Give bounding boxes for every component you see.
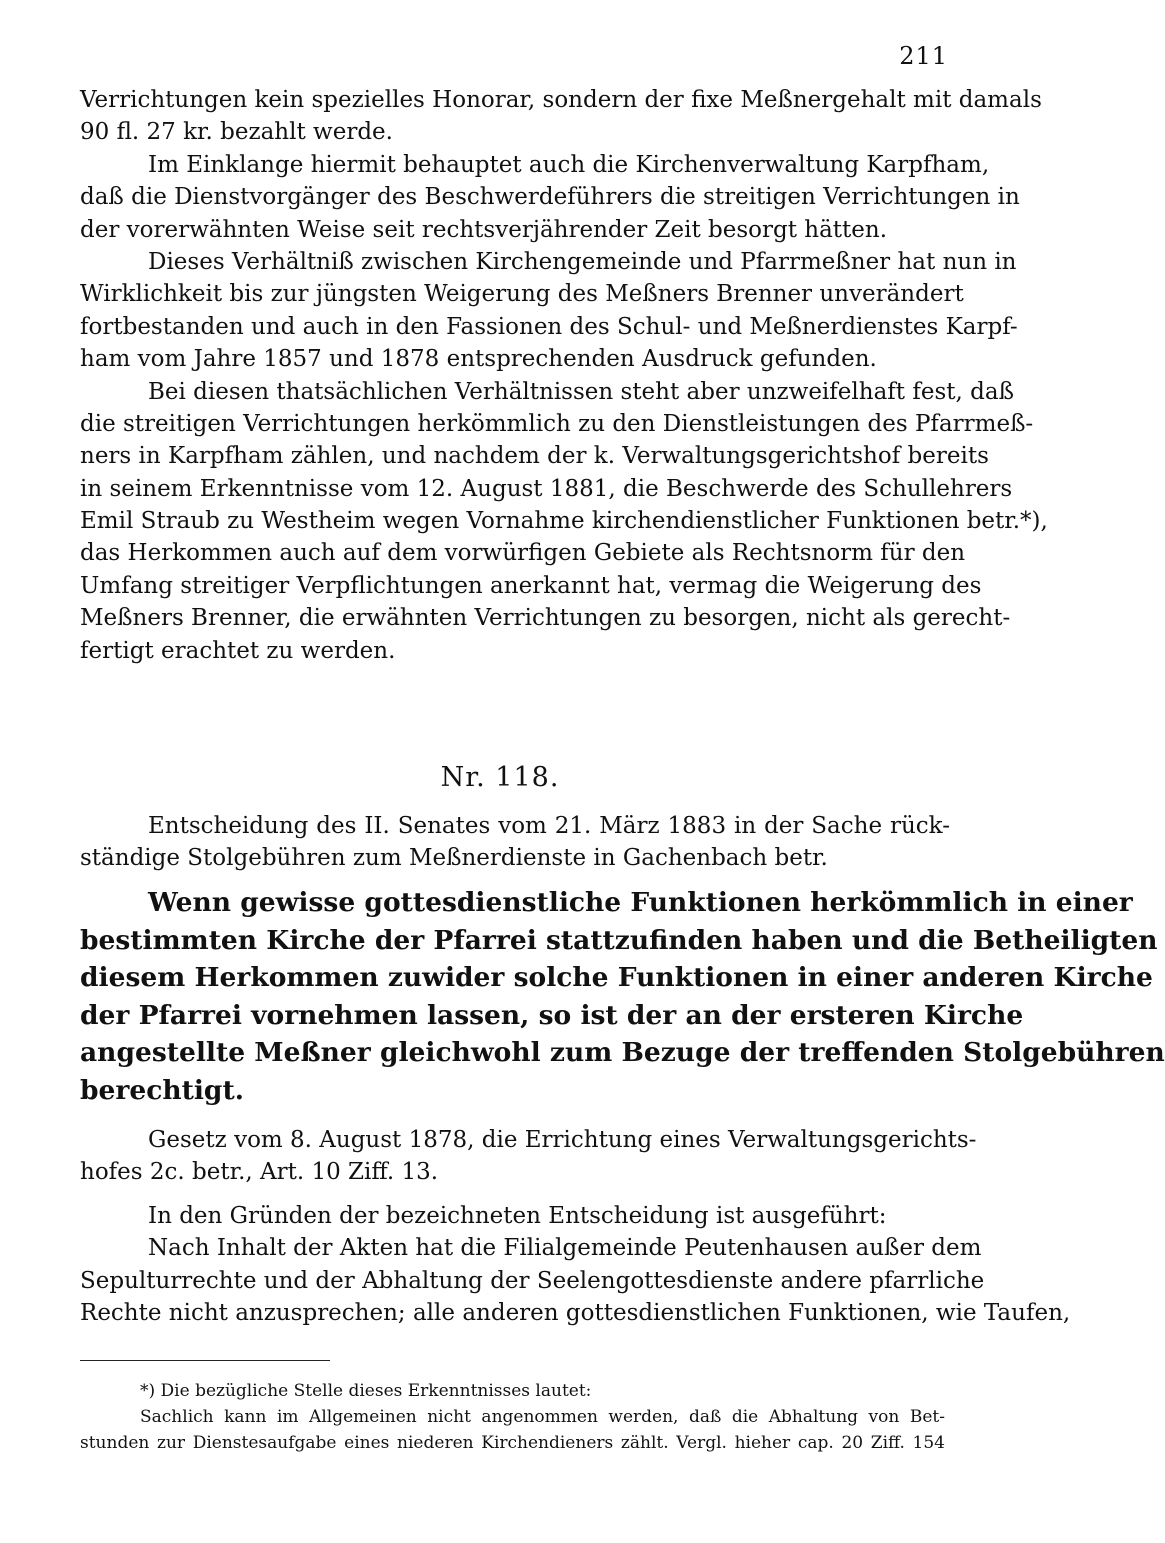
text-line: daß die Dienstvorgänger des Beschwerdeführers die streitigen Verrichtungen in <box>80 184 1020 211</box>
text-line: in seinem Erkenntnisse vom 12. August 1881, die Beschwerde des Schullehrers <box>80 475 1013 502</box>
text-line: diesem Herkommen zuwider solche Funktionen in einer anderen Kirche <box>80 962 1153 994</box>
text-line: ners in Karpfham zählen, und nachdem der k. Verwaltungsgerichtshof bereits <box>80 443 989 470</box>
footnote-line: Sachlich kann im Allgemeinen nicht angenommen werden, daß die Abhaltung von Bet- <box>140 1407 945 1427</box>
footnote <box>80 1378 945 1456</box>
text-line: angestellte Meßner gleichwohl zum Bezuge der treffenden Stolgebühren <box>80 1037 1165 1069</box>
headnote <box>80 884 1165 1110</box>
text-line: Rechte nicht anzusprechen; alle anderen gottesdienstlichen Funktionen, wie Taufen, <box>80 1300 1071 1327</box>
text-line: Verrichtungen kein spezielles Honorar, sondern der fixe Meßnergehalt mit damals <box>80 87 1042 113</box>
text-line: Meßners Brenner, die erwähnten Verrichtungen zu besorgen, nicht als gerecht- <box>80 605 1011 632</box>
text-line: bestimmten Kirche der Pfarrei stattzufinden haben und die Betheiligten <box>80 924 1158 956</box>
text-line: Gesetz vom 8. August 1878, die Errichtung eines Verwaltungsgerichts- <box>148 1127 977 1153</box>
footnote-line: *) Die bezügliche Stelle dieses Erkenntnisses lautet: <box>140 1381 592 1401</box>
text-line: Wenn gewisse gottesdienstliche Funktionen herkömmlich in einer <box>148 887 1133 918</box>
text-line: In den Gründen der bezeichneten Entscheidung ist ausgeführt: <box>148 1203 887 1229</box>
text-line: fortbestanden und auch in den Fassionen des Schul- und Meßnerdienstes Karpf- <box>80 313 1018 340</box>
text-line: Nach Inhalt der Akten hat die Filialgemeinde Peutenhausen außer dem <box>148 1235 982 1262</box>
text-line: das Herkommen auch auf dem vorwürfigen Gebiete als Rechtsnorm für den <box>80 540 966 567</box>
text-line: Im Einklange hiermit behauptet auch die Kirchenverwaltung Karpfham, <box>148 151 990 178</box>
text-line: Bei diesen thatsächlichen Verhältnissen steht aber unzweifelhaft fest, daß <box>148 378 1014 405</box>
text-line: Entscheidung des II. Senates vom 21. März 1883 in der Sache rück- <box>148 813 950 839</box>
footnote-divider <box>80 1360 330 1361</box>
text-line: der vorerwähnten Weise seit rechtsverjährender Zeit besorgt hätten. <box>80 216 888 243</box>
text-line: Dieses Verhältniß zwischen Kirchengemeinde und Pfarrmeßner hat nun in <box>148 248 1017 275</box>
reasons-text <box>80 1200 1071 1330</box>
text-line: Sepulturrechte und der Abhaltung der Seelengottesdienste andere pfarrliche <box>80 1267 985 1294</box>
text-line: Umfang streitiger Verpflichtungen anerkannt hat, vermag die Weigerung des <box>80 572 982 599</box>
text-line: Emil Straub zu Westheim wegen Vornahme kirchendienstlicher Funktionen betr.*), <box>80 508 1048 535</box>
text-line: 90 fl. 27 kr. bezahlt werde. <box>80 119 393 146</box>
text-line: die streitigen Verrichtungen herkömmlich zu den Dienstleistungen des Pfarrmeß- <box>80 410 1034 437</box>
decision-title <box>80 810 950 875</box>
text-line: der Pfarrei vornehmen lassen, so ist der an der ersteren Kirche <box>80 999 1024 1031</box>
section-heading: Nr. 118. <box>440 762 560 793</box>
law-citation <box>80 1124 977 1189</box>
text-line: berechtigt. <box>80 1074 244 1106</box>
footnote-line: stunden zur Dienstesaufgabe eines niederen Kirchendieners zählt. Vergl. hieher cap. 20 Ziff. 154 <box>80 1433 945 1453</box>
page-number: 211 <box>899 42 948 70</box>
text-line: ham vom Jahre 1857 und 1878 entsprechenden Ausdruck gefunden. <box>80 346 877 373</box>
text-line: Wirklichkeit bis zur jüngsten Weigerung des Meßners Brenner unverändert <box>80 281 964 308</box>
text-line: ständige Stolgebühren zum Meßnerdienste in Gachenbach betr. <box>80 845 828 872</box>
text-line: hofes 2c. betr., Art. 10 Ziff. 13. <box>80 1159 439 1186</box>
text-line: fertigt erachtet zu werden. <box>80 637 396 664</box>
continuation-text <box>80 84 1048 667</box>
